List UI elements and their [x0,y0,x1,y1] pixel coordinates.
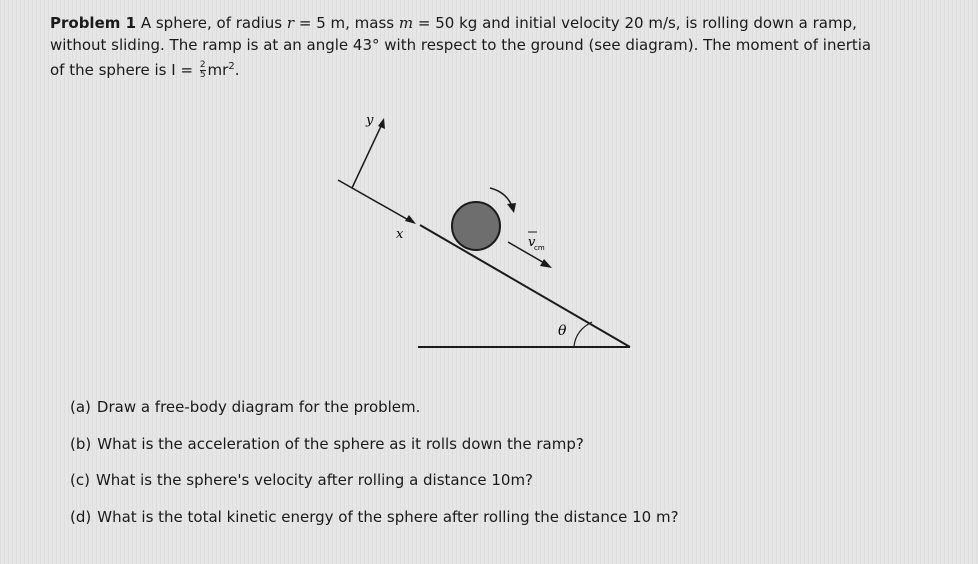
velocity-label: v [528,235,536,250]
question-text: What is the acceleration of the sphere as it rolls down the ramp? [97,435,584,453]
x-axis [338,180,412,222]
question-text: What is the sphere's velocity after rolling a distance 10m? [95,471,534,489]
radius-variable: r [286,14,295,32]
x-axis-label: x [396,227,404,242]
velocity-arrowhead [540,259,552,268]
y-axis-label: y [366,113,374,128]
question-c [70,471,533,489]
problem-label: Problem 1 [50,14,137,32]
velocity-subscript: cm [534,244,545,252]
y-axis [352,124,382,188]
inertia-mr: mr [207,61,229,79]
question-label: (d) [70,508,92,526]
question-text: Draw a free-body diagram for the problem. [96,398,421,416]
inertia-exponent: 2 [228,61,235,72]
inertia-period: . [234,61,240,79]
y-axis-arrowhead [378,118,385,129]
rotation-arrow [490,188,512,206]
question-label: (a) [70,398,91,416]
question-b [70,435,584,453]
radius-value: = 5 m, mass [298,14,395,32]
question-a [70,398,420,416]
question-text: What is the total kinetic energy of the sphere after rolling the distance 10 m? [97,508,679,526]
angle-arc [574,322,592,346]
mass-variable: m [398,14,414,32]
fraction-denominator: 5 [199,70,206,80]
question-d [70,508,679,526]
rotation-arrowhead [507,203,516,213]
problem-line-2: without sliding. The ramp is at an angle 43° with respect to the ground (see diagram). The moment of inertia [50,36,872,54]
inertia-text: of the sphere is I = [50,61,194,79]
sphere [452,202,500,250]
x-axis-arrowhead [405,215,416,224]
mass-value: = 50 kg and initial velocity 20 m/s, is rolling down a ramp, [417,14,857,32]
theta-label: θ [558,323,567,339]
question-label: (c) [70,471,90,489]
ramp-surface [420,225,630,347]
problem-text-a: A sphere, of radius [140,14,283,32]
question-label: (b) [70,435,92,453]
fraction-numerator: 2 [199,60,206,70]
